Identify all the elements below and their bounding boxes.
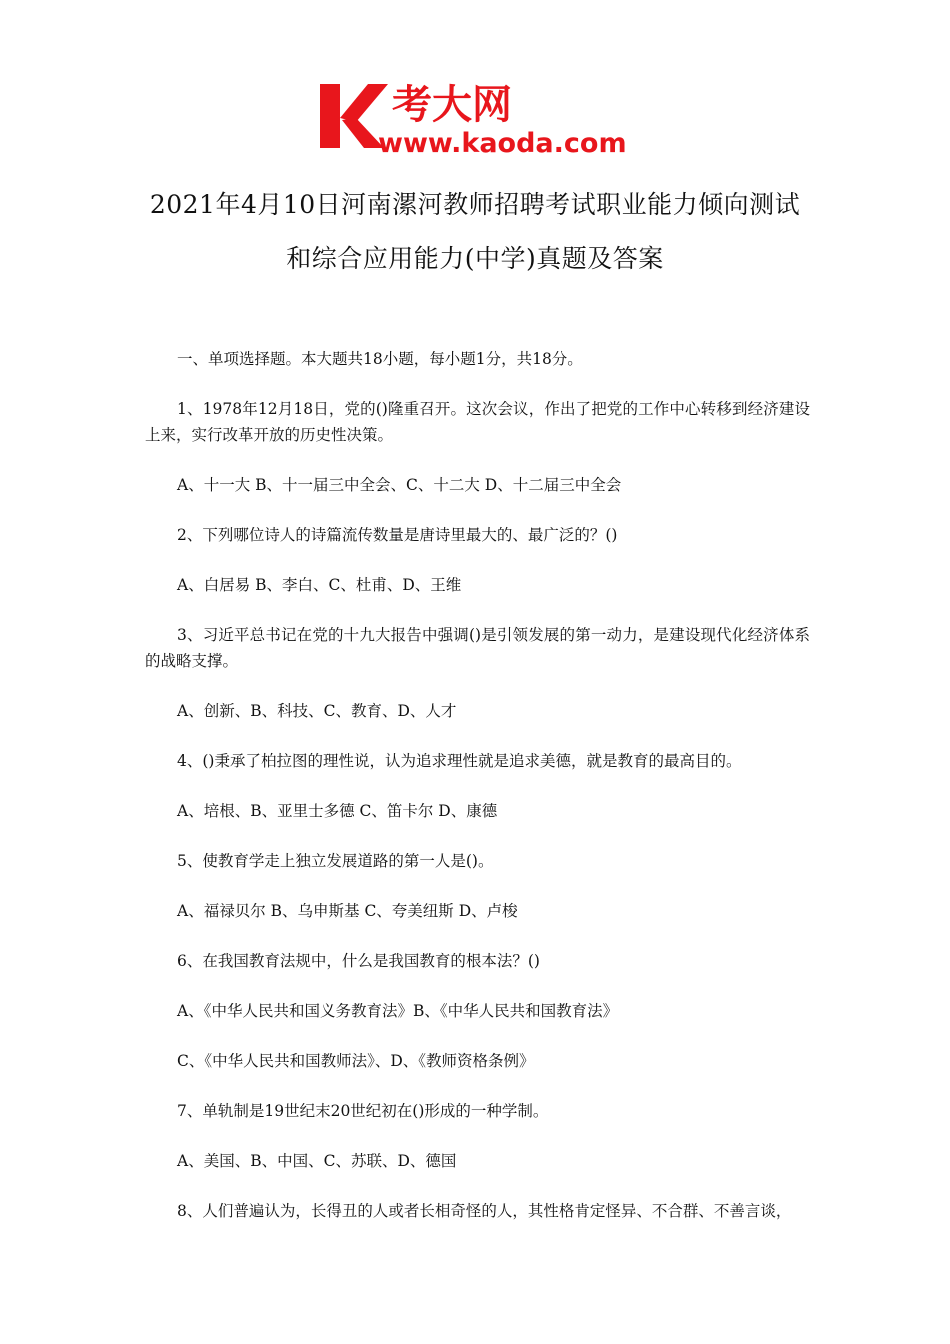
question-2-options: A、白居易 B、李白、C、杜甫、D、王维 xyxy=(177,576,462,594)
kaoda-logo-mark xyxy=(318,78,638,158)
question-5-options: A、福禄贝尔 B、乌申斯基 C、夸美纽斯 D、卢梭 xyxy=(177,902,518,920)
question-8: 8、人们普遍认为，长得丑的人或者长相奇怪的人，其性格肯定怪异、不合群、不善言谈， xyxy=(177,1202,792,1220)
title-line-1: 2021年4月10日河南漯河教师招聘考试职业能力倾向测试 xyxy=(149,190,801,219)
logo-brand-text: 考大网 xyxy=(392,82,512,128)
question-2: 2、下列哪位诗人的诗篇流传数量是唐诗里最大的、最广泛的？() xyxy=(177,526,618,544)
section-heading: 一、单项选择题。本大题共18小题，每小题1分，共18分。 xyxy=(177,350,583,368)
logo-url-text: www.kaoda.com xyxy=(378,128,627,158)
question-4-options: A、培根、B、亚里士多德 C、笛卡尔 D、康德 xyxy=(177,802,498,820)
question-6-options-ab: A、《中华人民共和国义务教育法》B、《中华人民共和国教育法》 xyxy=(177,1002,619,1020)
document-title xyxy=(120,178,830,286)
question-3-options: A、创新、B、科技、C、教育、D、人才 xyxy=(177,702,457,720)
question-3: 3、习近平总书记在党的十九大报告中强调()是引领发展的第一动力，是建设现代化经济体系的战略支撑。 xyxy=(145,626,810,670)
question-1-options: A、十一大 B、十一届三中全会、C、十二大 D、十二届三中全会 xyxy=(177,476,622,494)
question-5: 5、使教育学走上独立发展道路的第一人是()。 xyxy=(177,852,494,870)
question-6-options-cd: C、《中华人民共和国教师法》、D、《教师资格条例》 xyxy=(177,1052,535,1070)
question-7: 7、单轨制是19世纪末20世纪初在()形成的一种学制。 xyxy=(177,1102,549,1120)
document-body xyxy=(145,346,810,1248)
question-4: 4、()秉承了柏拉图的理性说，认为追求理性就是追求美德，就是教育的最高目的。 xyxy=(177,752,742,770)
question-7-options: A、美国、B、中国、C、苏联、D、德国 xyxy=(177,1152,457,1170)
question-6: 6、在我国教育法规中，什么是我国教育的根本法？() xyxy=(177,952,540,970)
question-1: 1、1978年12月18日，党的()隆重召开。这次会议，作出了把党的工作中心转移到经济建设上来，实行改革开放的历史性决策。 xyxy=(145,400,810,444)
title-line-2: 和综合应用能力(中学)真题及答案 xyxy=(286,244,664,273)
kaoda-logo xyxy=(318,78,638,158)
